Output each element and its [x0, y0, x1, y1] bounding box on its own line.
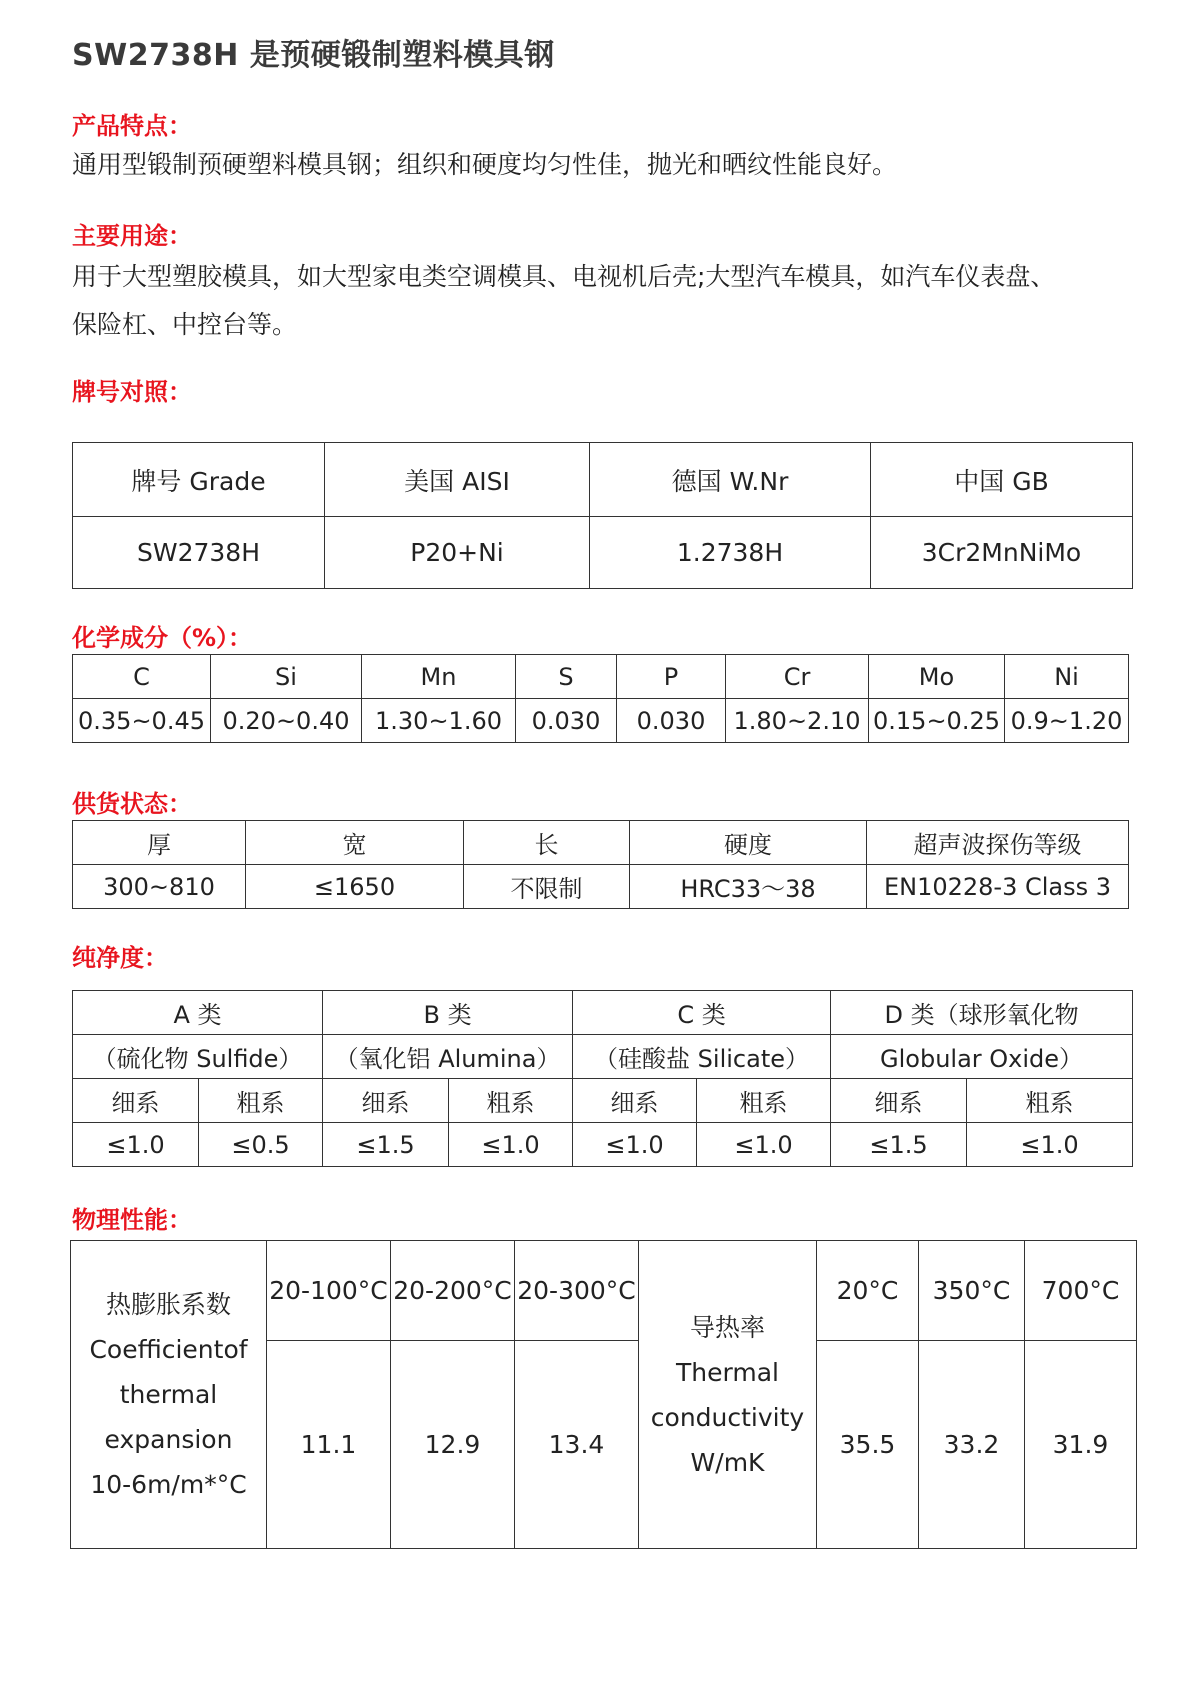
supply-value-length: 不限制 — [464, 865, 630, 909]
supply-header-width: 宽 — [246, 821, 464, 865]
chem-element-mn: Mn — [362, 655, 516, 699]
chem-element-s: S — [516, 655, 617, 699]
conductivity-label-en2: conductivity — [650, 1402, 805, 1432]
usage-heading: 主要用途： — [72, 222, 192, 250]
expansion-label-en2: thermal — [119, 1380, 218, 1409]
purity-value-d-fine: ≤1.5 — [831, 1123, 967, 1167]
supply-header-hardness: 硬度 — [630, 821, 867, 865]
usage-text-line1: 用于大型塑胶模具，如大型家电类空调模具、电视机后壳;大型汽车模具，如汽车仪表盘、 — [72, 262, 1056, 291]
expansion-range-300: 20-300°C — [515, 1241, 639, 1341]
chem-value-p: 0.030 — [617, 699, 726, 743]
grade-value-wnr: 1.2738H — [590, 517, 871, 589]
purity-heading: 纯净度： — [72, 944, 168, 972]
features-text: 通用型锻制预硬塑料模具钢；组织和硬度均匀性佳，抛光和晒纹性能良好。 — [72, 150, 898, 179]
chem-element-ni: Ni — [1005, 655, 1129, 699]
grade-value-grade: SW2738H — [73, 517, 325, 589]
conductivity-label-cell — [639, 1241, 817, 1549]
chemistry-heading: 化学成分（%）： — [72, 624, 253, 652]
chemical-composition-table — [72, 654, 1129, 743]
expansion-label-unit: 10-6m/m*°C — [90, 1470, 247, 1499]
conductivity-label-unit: W/mK — [690, 1447, 765, 1477]
purity-value-a-coarse: ≤0.5 — [199, 1123, 323, 1167]
purity-sub-b-fine: 细系 — [323, 1079, 449, 1123]
purity-sub-d-coarse: 粗系 — [967, 1079, 1133, 1123]
purity-value-b-fine: ≤1.5 — [323, 1123, 449, 1167]
supply-header-thickness: 厚 — [73, 821, 246, 865]
physical-properties-table — [70, 1240, 1137, 1549]
expansion-value-200: 12.9 — [391, 1341, 515, 1549]
expansion-label-en3: expansion — [104, 1425, 233, 1454]
conductivity-value-700: 31.9 — [1025, 1341, 1137, 1549]
supply-value-hardness: HRC33～38 — [630, 865, 867, 909]
purity-name-a: （硫化物 Sulfide） — [73, 1035, 323, 1079]
grade-value-aisi: P20+Ni — [325, 517, 590, 589]
grade-header-grade: 牌号 Grade — [73, 443, 325, 517]
purity-value-d-coarse: ≤1.0 — [967, 1123, 1133, 1167]
chem-element-p: P — [617, 655, 726, 699]
purity-value-b-coarse: ≤1.0 — [449, 1123, 573, 1167]
conductivity-value-20: 35.5 — [817, 1341, 919, 1549]
supply-header-ultrasonic: 超声波探伤等级 — [867, 821, 1129, 865]
chem-value-mo: 0.15~0.25 — [869, 699, 1005, 743]
grade-value-gb: 3Cr2MnNiMo — [871, 517, 1133, 589]
chem-element-mo: Mo — [869, 655, 1005, 699]
purity-sub-c-coarse: 粗系 — [697, 1079, 831, 1123]
grade-header-wnr: 德国 W.Nr — [590, 443, 871, 517]
purity-value-c-fine: ≤1.0 — [573, 1123, 697, 1167]
chem-element-c: C — [73, 655, 211, 699]
supply-value-thickness: 300~810 — [73, 865, 246, 909]
conductivity-temp-350: 350°C — [919, 1241, 1025, 1341]
purity-name-d: Globular Oxide） — [831, 1035, 1133, 1079]
chem-value-s: 0.030 — [516, 699, 617, 743]
expansion-value-100: 11.1 — [267, 1341, 391, 1549]
supply-header-length: 长 — [464, 821, 630, 865]
expansion-range-200: 20-200°C — [391, 1241, 515, 1341]
conductivity-value-350: 33.2 — [919, 1341, 1025, 1549]
features-heading: 产品特点： — [72, 112, 192, 140]
grade-header-gb: 中国 GB — [871, 443, 1133, 517]
expansion-label-zh: 热膨胀系数 — [105, 1290, 231, 1319]
conductivity-label-en1: Thermal — [676, 1357, 779, 1387]
grade-comparison-table — [72, 442, 1133, 589]
expansion-value-300: 13.4 — [515, 1341, 639, 1549]
chem-value-c: 0.35~0.45 — [73, 699, 211, 743]
chem-value-ni: 0.9~1.20 — [1005, 699, 1129, 743]
conductivity-temp-20: 20°C — [817, 1241, 919, 1341]
purity-sub-b-coarse: 粗系 — [449, 1079, 573, 1123]
purity-sub-a-fine: 细系 — [73, 1079, 199, 1123]
supply-value-ultrasonic: EN10228-3 Class 3 — [867, 865, 1129, 909]
purity-sub-a-coarse: 粗系 — [199, 1079, 323, 1123]
grades-heading: 牌号对照： — [72, 378, 192, 406]
grade-header-aisi: 美国 AISI — [325, 443, 590, 517]
chem-value-cr: 1.80~2.10 — [726, 699, 869, 743]
supply-condition-table — [72, 820, 1129, 909]
chem-value-mn: 1.30~1.60 — [362, 699, 516, 743]
physical-heading: 物理性能： — [72, 1206, 192, 1234]
purity-class-b: B 类 — [323, 991, 573, 1035]
purity-value-a-fine: ≤1.0 — [73, 1123, 199, 1167]
purity-value-c-coarse: ≤1.0 — [697, 1123, 831, 1167]
purity-sub-d-fine: 细系 — [831, 1079, 967, 1123]
chem-element-cr: Cr — [726, 655, 869, 699]
supply-value-width: ≤1650 — [246, 865, 464, 909]
purity-class-d: D 类（球形氧化物 — [831, 991, 1133, 1035]
chem-element-si: Si — [211, 655, 362, 699]
conductivity-label-zh: 导热率 — [689, 1312, 765, 1342]
expansion-range-100: 20-100°C — [267, 1241, 391, 1341]
purity-class-a: A 类 — [73, 991, 323, 1035]
purity-name-c: （硅酸盐 Silicate） — [573, 1035, 831, 1079]
purity-class-c: C 类 — [573, 991, 831, 1035]
page-title: SW2738H 是预硬锻制塑料模具钢 — [72, 38, 555, 73]
supply-heading: 供货状态： — [72, 790, 192, 818]
expansion-label-cell — [71, 1241, 267, 1549]
conductivity-temp-700: 700°C — [1025, 1241, 1137, 1341]
chem-value-si: 0.20~0.40 — [211, 699, 362, 743]
usage-text-line2: 保险杠、中控台等。 — [72, 310, 298, 339]
expansion-label-en1: Coefficientof — [89, 1335, 248, 1364]
purity-sub-c-fine: 细系 — [573, 1079, 697, 1123]
purity-table — [72, 990, 1133, 1167]
purity-name-b: （氧化铝 Alumina） — [323, 1035, 573, 1079]
